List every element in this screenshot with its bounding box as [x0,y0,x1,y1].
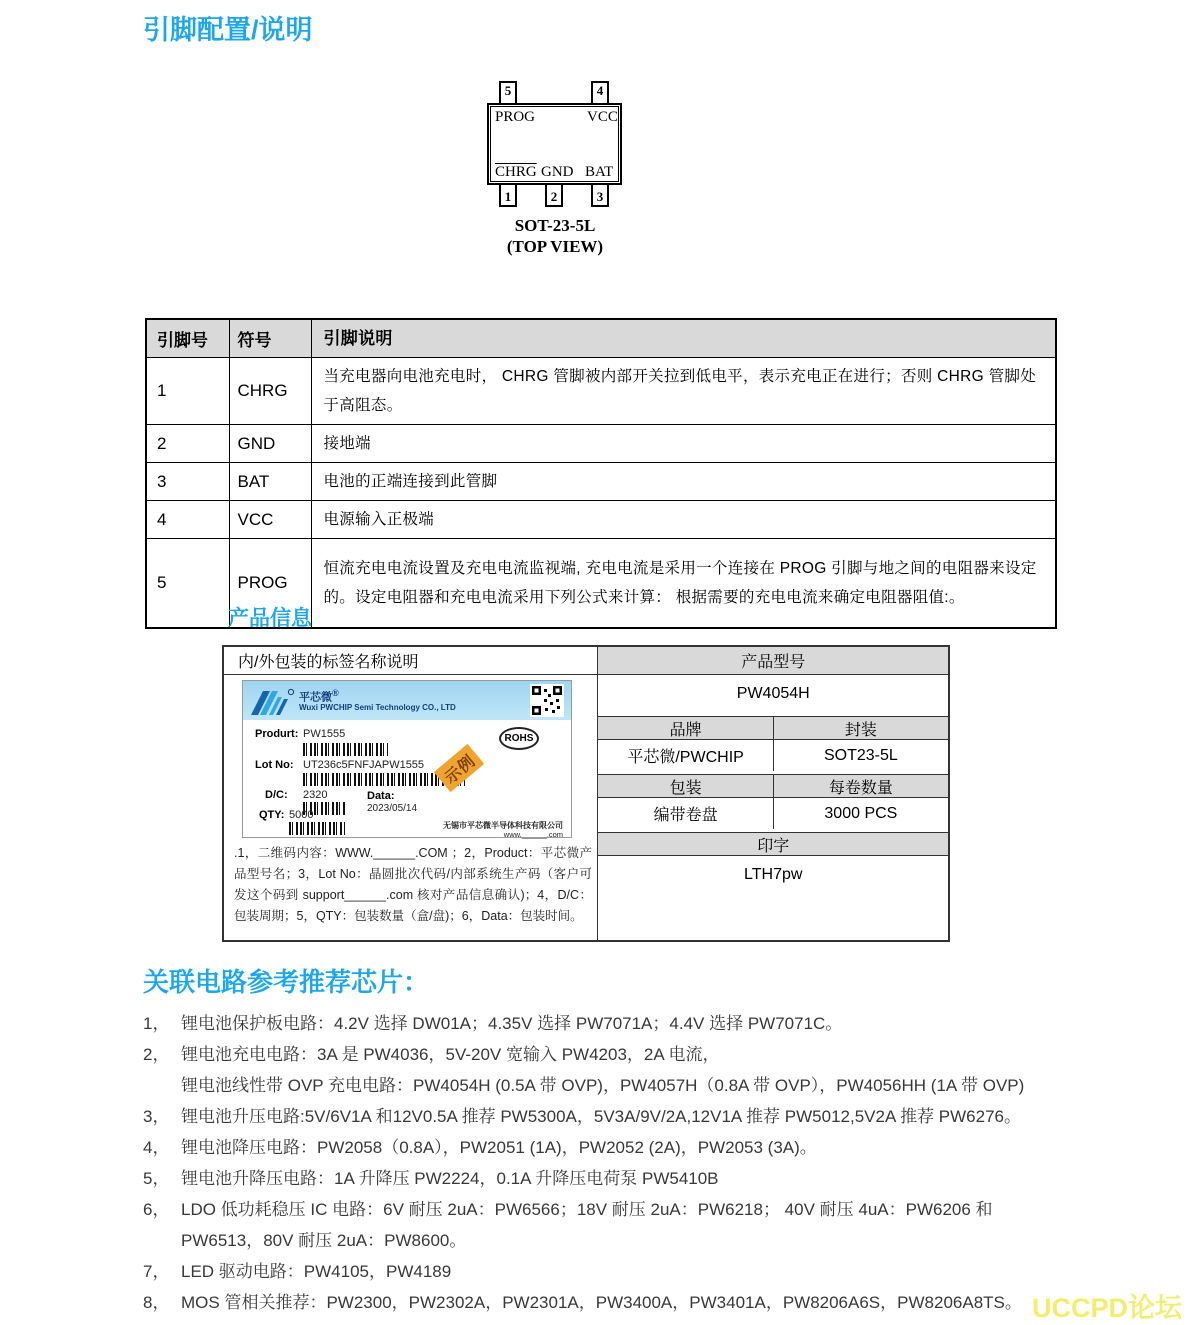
package-name: SOT-23-5L [514,216,596,235]
list-item [143,1163,1153,1194]
pin-desc-cell: 恒流充电电流设置及充电电流监视端, 充电电流是采用一个连接在 PROG 引脚与地之间的电阻器来设定的。设定电阻器和充电电流采用下列公式来计算： 根据需要的充电电流来确定电阻器阻值:。 [311,539,1056,628]
reel-qty-value: 3000 PCS [773,798,948,829]
product-info-section [222,645,950,942]
pin-4-box [591,81,609,105]
company-name-en: Wuxi PWCHIP Semi Technology CO., LTD [299,703,456,712]
table-row [146,501,1056,539]
table-row [146,463,1056,501]
label-footer-site: www.______.com [503,830,563,839]
package-header: 封装 [773,717,948,739]
label-header-band [243,681,571,720]
item-text: LED 驱动电路：PW4105，PW4189 [181,1262,452,1281]
pin-number-cell: 1 [146,358,229,425]
item-number: 5， [143,1169,170,1188]
list-item [143,1132,1153,1163]
qty-barcode-icon [289,822,345,835]
recommend-title: 关联电路参考推荐芯片： [143,967,430,997]
item-text: 锂电池降压电路：PW2058（0.8A），PW2051 (1A)，PW2052 (2A)，PW2053 (3A)。 [181,1138,817,1157]
header-symbol: 符号 [229,319,311,358]
item-number: 6， [143,1200,170,1219]
package-view-caption: (TOP VIEW) [506,237,604,256]
qr-code-icon [530,684,564,717]
label-footer-company: 无锡市平芯微半导体科技有限公司 [443,821,563,830]
item-text: 锂电池保护板电路：4.2V 选择 DW01A；4.35V 选择 PW7071A；4.4V 选择 PW7071C。 [181,1014,843,1033]
product-spec-panel [598,647,948,940]
lot-field-label: Lot No: [255,759,294,771]
packing-qty-header-row [598,774,948,798]
table-row [146,358,1056,425]
pin-5-number: 5 [504,83,512,98]
pin-desc-cell: 当充电器向电池充电时， CHRG 管脚被内部开关拉到低电平，表示充电正在进行；否则 CHRG 管脚处于高阻态。 [311,358,1056,425]
pin-symbol-cell: VCC [229,501,311,539]
item-text: LDO 低功耗稳压 IC 电路：6V 耐压 2uA：PW6566；18V 耐压 2uA：PW6218； 40V 耐压 4uA：PW6206 和 [181,1200,993,1219]
model-value: PW4054H [736,685,810,702]
product-field-value: PW1555 [303,728,346,740]
product-field-label: Produrt: [255,728,299,740]
company-name-cn: 平芯微® [299,688,339,704]
pin-symbol-cell: GND [229,425,311,463]
header-description: 引脚说明 [311,319,1056,358]
pin-3-number: 3 [596,189,604,204]
lot-field-value: UT236c5FNFJAPW1555 [303,759,425,771]
marking-value: LTH7pw [744,866,803,883]
packing-header: 包装 [669,779,702,797]
packing-value: 编带卷盘 [653,807,718,824]
pin-symbol-cell: BAT [229,463,311,501]
dc-field-value: 2320 [303,789,328,801]
pin-label-bat: BAT [585,164,614,180]
pin-3-box [591,183,609,207]
pin-config-title: 引脚配置/说明 [143,15,313,45]
date-field-label: Data: [367,790,395,802]
list-item [143,1256,1153,1287]
registered-mark: ® [332,688,339,698]
pin-desc-cell: 电池的正端连接到此管脚 [311,463,1056,501]
pin-2-box [545,183,563,207]
pin-number-cell: 3 [146,463,229,501]
item-number: 2， [143,1045,170,1064]
pin-number-cell: 5 [146,539,229,628]
table-row [146,425,1056,463]
header-pin-number: 引脚号 [146,319,229,358]
packing-qty-value-row [598,798,948,829]
brand-header: 品牌 [669,721,702,739]
package-value: SOT23-5L [773,740,948,771]
item-number: 1， [143,1014,170,1033]
list-item [143,1101,1153,1132]
label-explain-panel [224,647,598,940]
recommendation-list [143,1008,1153,1318]
pin-1-box [499,183,517,207]
pin-label-gnd: GND [541,164,574,180]
qty-field-value: 5000 [289,809,314,821]
table-header-row [146,319,1056,358]
item-text: MOS 管相关推荐：PW2300，PW2302A，PW2301A，PW3400A，PW3401A，PW8206A6S，PW8206A8TS。 [181,1293,1022,1312]
list-item [143,1287,1153,1318]
reel-qty-header: 每卷数量 [773,775,948,797]
pin-label-prog: PROG [495,109,536,125]
pin-5-box [499,81,517,105]
pwchip-logo-icon [251,685,295,715]
pin-label-vcc: VCC [587,109,618,125]
item-text: 锂电池线性带 OVP 充电电路：PW4054H (0.5A 带 OVP)，PW4057H（0.8A 带 OVP），PW4056HH (1A 带 OVP) [181,1076,1025,1095]
pin-symbol-cell: CHRG [229,358,311,425]
label-panel-header: 内/外包装的标签名称说明 [224,647,597,675]
item-text: 锂电池升压电路:5V/6V1A 和12V0.5A 推荐 PW5300A，5V3A/9V/2A,12V1A 推荐 PW5012,5V2A 推荐 PW6276。 [181,1107,1021,1126]
item-text: PW6513，80V 耐压 2uA：PW8600。 [181,1231,467,1250]
pin-number-cell: 2 [146,425,229,463]
sample-stamp: 示例 [434,744,484,792]
item-number: 7， [143,1262,170,1281]
rohs-badge: ROHS [499,727,539,750]
brand-value: 平芯微/PWCHIP [627,749,744,766]
pin-label-chrg: CHRG [495,164,537,180]
dc-field-label: D/C: [265,789,288,801]
pin-4-number: 4 [596,83,604,98]
item-text: 锂电池充电电路：3A 是 PW4036，5V-20V 宽输入 PW4203，2A 电流， [181,1045,720,1064]
pin-1-number: 1 [504,189,512,204]
list-item [143,1194,1153,1256]
marking-header: 印字 [598,832,948,856]
packaging-label-image [242,680,572,838]
list-item [143,1039,1153,1101]
product-barcode-icon [303,743,388,756]
pin-description-table [145,318,1057,629]
pin-desc-cell: 电源输入正极端 [311,501,1056,539]
pin-2-number: 2 [550,189,558,204]
model-header: 产品型号 [598,647,948,675]
pin-symbol-cell: PROG [229,539,311,628]
item-text: 锂电池升降压电路：1A 升降压 PW2224，0.1A 升降压电荷泵 PW5410B [181,1169,719,1188]
qty-field-label: QTY: [259,809,285,821]
brand-package-header-row [598,716,948,740]
brand-package-value-row [598,740,948,771]
pin-number-cell: 4 [146,501,229,539]
item-number: 3， [143,1107,170,1126]
date-field-value: 2023/05/14 [367,803,418,814]
forum-watermark: UCCPD论坛 [1031,1293,1182,1323]
pin-desc-cell: 接地端 [311,425,1056,463]
chip-package-diagram [455,80,655,265]
label-notes-text: .1，二维码内容：WWW.______.COM ；2，Product：平芯微产品型号名；3，Lot No：晶圆批次代码/内部系统生产码（客户可发这个码到 support______.com 核对产品信息确认)；4，D/C：包装周期；5，QTY：包装数量（盒/盘)；6，Data：包装时间。 [234,846,592,923]
item-number: 8， [143,1293,170,1312]
product-info-title: 产品信息 [228,607,312,630]
list-item [143,1008,1153,1039]
item-number: 4， [143,1138,170,1157]
